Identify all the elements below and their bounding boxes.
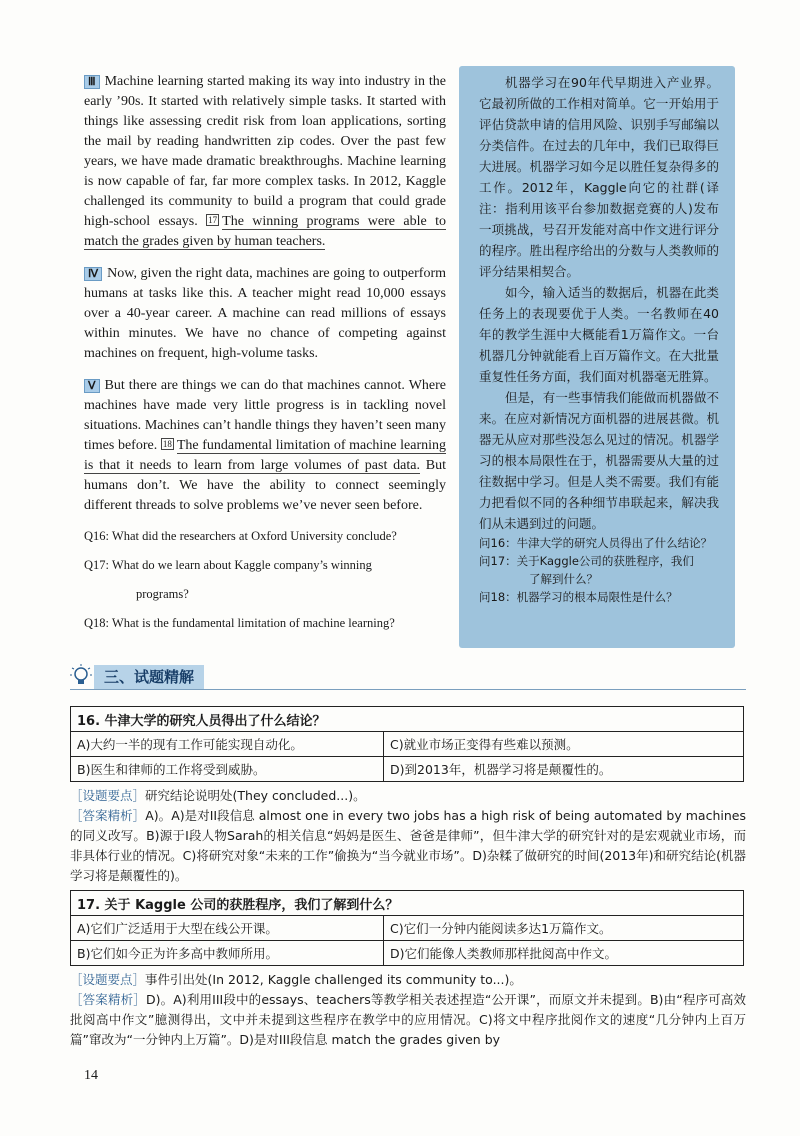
- underlined-answer-text: The fundamental limitation of machine learning is that it needs to learn from large volumes of past data.: [84, 438, 446, 473]
- paragraph-marker: Ⅳ: [84, 267, 102, 281]
- paragraph-5: [84, 376, 446, 516]
- paragraph-text: But humans don’t. We have the ability to connect seemingly different threads to solve problems we’ve never seen before.: [84, 458, 446, 513]
- question-18: Q18: What is the fundamental limitation of machine learning?: [84, 616, 395, 630]
- question-16-explanation: [70, 786, 746, 886]
- translation-paragraph-5: 但是，有一些事情我们能做而机器做不来。在应对新情况方面机器的进展甚微。机器无从应对那些没怎么见过的情况。机器学习的根本局限性在于，机器需要从大量的过往数据中学习。但是人类不需要。我们有能力把看似不同的各种细节串联起来，解决我们从未遇到过的问题。: [479, 390, 719, 531]
- option-a: A)大约一半的现有工作可能实现自动化。: [71, 732, 384, 757]
- paragraph-3: [84, 72, 446, 252]
- key-point-label: ［设题要点］: [70, 788, 146, 803]
- paragraph-4: [84, 264, 446, 364]
- translation-box: [459, 66, 735, 648]
- key-point-text: 研究结论说明处(They concluded...)。: [145, 788, 366, 803]
- option-d: D)到2013年，机器学习将是颠覆性的。: [384, 757, 744, 782]
- key-point: [70, 786, 746, 806]
- section-title: 三、试题精解: [94, 665, 204, 689]
- passage-column: [84, 72, 446, 644]
- paragraph-text: Now, given the right data, machines are going to outperform humans at tasks like this. A teacher might read 10,000 essays over a 40-year career. A machine can read millions of essays within minutes. We have no chance of competing against machines on frequent, high-volume tasks.: [84, 266, 446, 361]
- answer-analysis-text: A)。A)是对II段信息 almost one in every two jobs has a high risk of being automated by machines的同义改写。B)源于I段人物Sarah的相关信息“妈妈是医生、爸爸是律师”，但牛津大学的研究针对的是宏观就业市场，而非具体行业的情况。C)将研究对象“未来的工作”偷换为“当今就业市场”。D)杂糅了做研究的时间(2013年)和研究结论(机器学习将是颠覆性的)。: [70, 808, 746, 883]
- question-17: Q17: What do we learn about Kaggle company’s winning: [84, 558, 372, 572]
- option-b: B)医生和律师的工作将受到威胁。: [71, 757, 384, 782]
- question-17-table: [70, 890, 744, 966]
- answer-analysis-label: ［答案精析］: [70, 808, 146, 823]
- translation-question-18: 问18：机器学习的根本局限性是什么？: [479, 590, 678, 604]
- option-c: C)就业市场正变得有些难以预测。: [384, 732, 744, 757]
- key-point: [70, 970, 746, 990]
- page-number: 14: [84, 1068, 98, 1083]
- question-number-badge: 18: [162, 439, 172, 449]
- answer-analysis: [70, 990, 746, 1050]
- paragraph-text: But there are things we can do that machines cannot. Where machines have made very little progress is in tackling novel situations. Machines can’t handle things they haven’t seen many times before.: [84, 378, 446, 453]
- paragraph-marker: Ⅴ: [84, 379, 100, 393]
- option-a: A)它们广泛适用于大型在线公开课。: [71, 916, 384, 941]
- translation-paragraph-3: 机器学习在90年代早期进入产业界。它最初所做的工作相对简单。它一开始用于评估贷款申请的信用风险、识别手写邮编以分类信件。在过去的几年中，我们已取得巨大进展。机器学习如今足以胜任复杂得多的工作。2012年，Kaggle向它的社群(译注：指利用该平台参加数据竞赛的人)发布一项挑战，号召开发能对高中作文进行评分的程序。胜出程序给出的分数与人类教师的评分结果相契合。: [479, 75, 719, 279]
- answer-analysis: [70, 806, 746, 886]
- option-b: B)它们如今正为许多高中教师所用。: [71, 941, 384, 966]
- question-17-cont: programs?: [136, 587, 189, 601]
- answer-analysis-text: D)。A)利用III段中的essays、teachers等教学相关表述捏造“公开课”，而原文并未提到。B)由“程序可高效批阅高中作文”臆测得出，文中并未提到这些程序在教学中的应用情况。C)将文中程序批阅作文的速度“几分钟内上百万篇”窜改为“一分钟内上万篇”。D)是对III段信息 match the grades given by: [70, 992, 746, 1047]
- question-16-stem: 16. 牛津大学的研究人员得出了什么结论？: [71, 707, 744, 732]
- lightbulb-icon: [70, 664, 92, 688]
- paragraph-marker: Ⅲ: [84, 75, 100, 89]
- key-point-text: 事件引出处(In 2012, Kaggle challenged its community to...)。: [145, 972, 522, 987]
- section-divider: [70, 689, 746, 690]
- option-c: C)它们一分钟内能阅读多达1万篇作文。: [384, 916, 744, 941]
- option-d: D)它们能像人类教师那样批阅高中作文。: [384, 941, 744, 966]
- translation-question-17-cont: 了解到什么？: [529, 572, 598, 586]
- answer-analysis-label: ［答案精析］: [70, 992, 146, 1007]
- question-number-badge: 17: [208, 215, 218, 225]
- key-point-label: ［设题要点］: [70, 972, 146, 987]
- translation-paragraph-4: 如今，输入适当的数据后，机器在此类任务上的表现要优于人类。一名教师在40年的教学生涯中大概能看1万篇作文。一台机器几分钟就能看上百万篇作文。在大批量重复性任务方面，我们面对机器毫无胜算。: [479, 285, 719, 384]
- translation-question-17: 问17：关于Kaggle公司的获胜程序，我们: [479, 554, 694, 568]
- question-17-stem: 17. 关于 Kaggle 公司的获胜程序，我们了解到什么？: [71, 891, 744, 916]
- underlined-answer-text: The winning programs were able to match the grades given by human teachers.: [84, 214, 446, 249]
- translation-question-16: 问16：牛津大学的研究人员得出了什么结论？: [479, 536, 713, 550]
- section-header: [70, 664, 746, 690]
- question-16-table: [70, 706, 744, 782]
- question-17-explanation: [70, 970, 746, 1050]
- paragraph-text: Machine learning started making its way into industry in the early ’90s. It started with relatively simple tasks. It started with things like assessing credit risk from loan applications, sorting the mail by reading handwritten zip codes. Over the past few years, we have made dramatic breakthroughs. Machine learning is now capable of far, far more complex tasks. In 2012, Kaggle challenged its community to build a program that could grade high-school essays.: [84, 74, 446, 229]
- question-16: Q16: What did the researchers at Oxford University conclude?: [84, 529, 397, 543]
